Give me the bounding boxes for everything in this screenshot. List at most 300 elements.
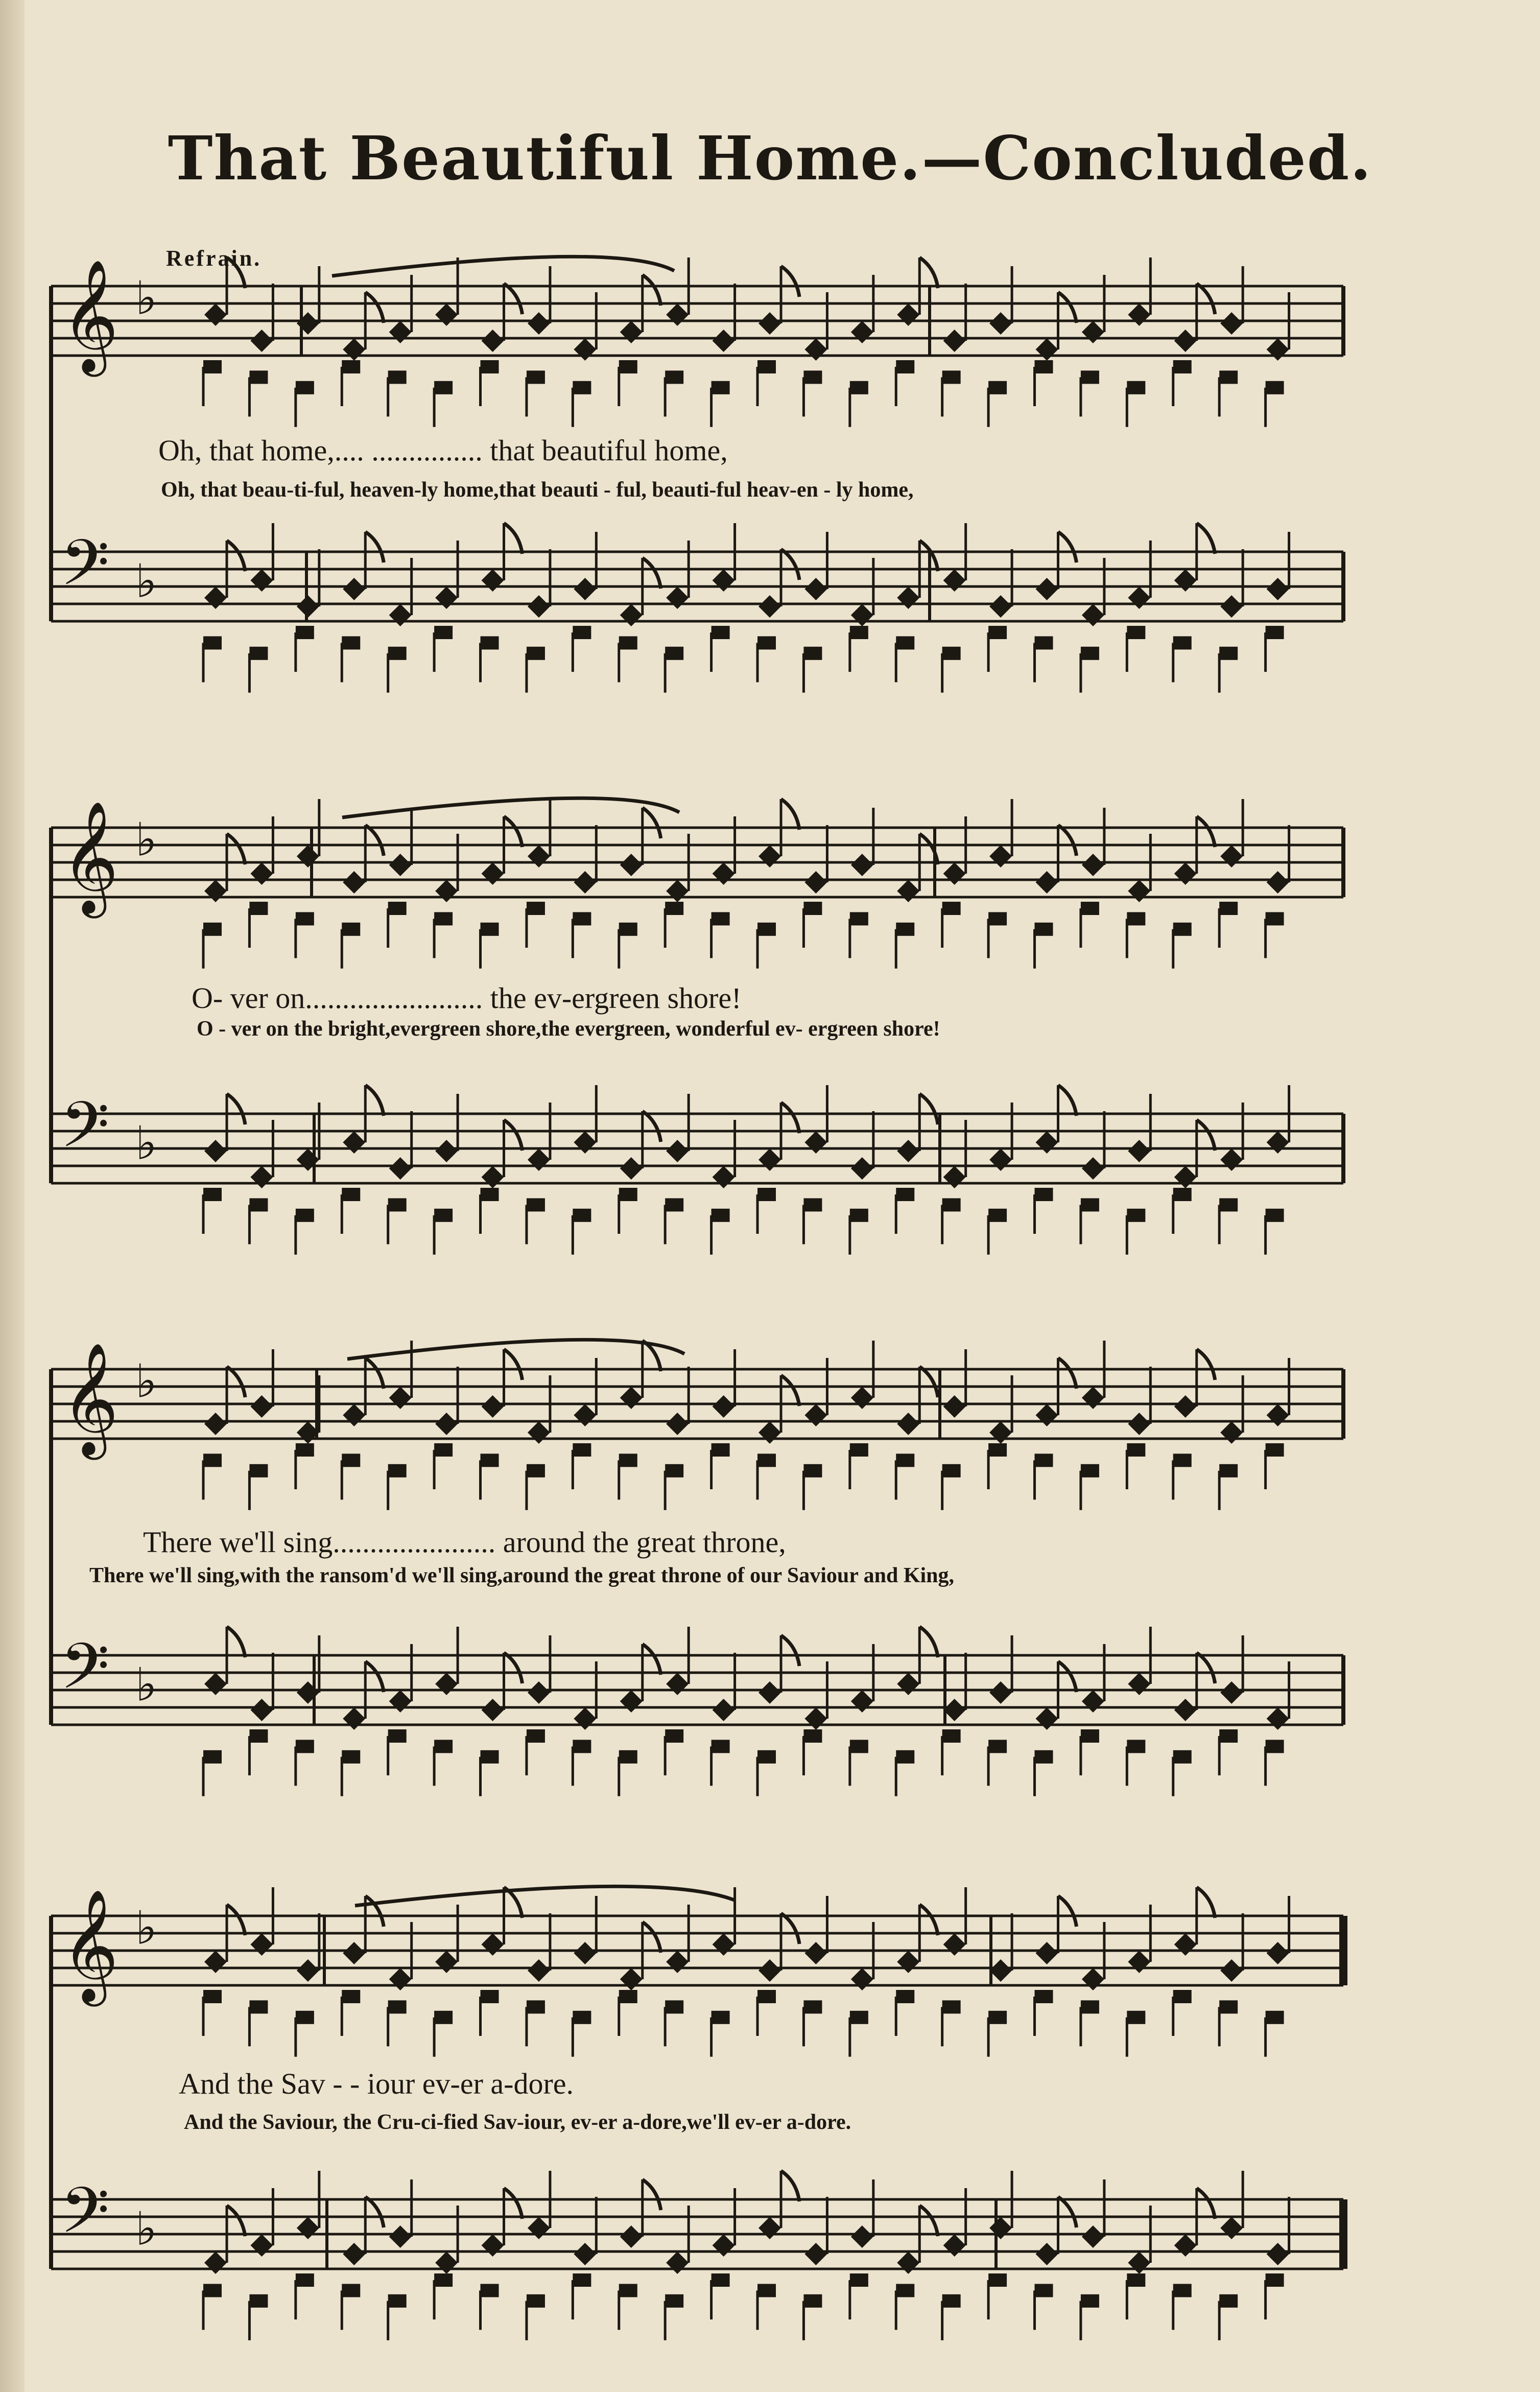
shape-note (528, 1681, 550, 1704)
shape-note (1174, 1699, 1197, 1721)
lower-shape-note (481, 923, 499, 936)
lower-shape-note (296, 1443, 314, 1457)
lower-shape-note (988, 912, 1007, 925)
treble-clef: 𝄞 (61, 259, 119, 372)
note-flag (365, 1896, 384, 1927)
shape-note (897, 1140, 919, 1162)
lower-shape-note (1219, 1729, 1238, 1743)
shape-note (804, 1942, 827, 1964)
lower-shape-note (203, 1188, 222, 1201)
lower-shape-note (896, 1990, 914, 2003)
shape-note (989, 845, 1012, 867)
note-flag (365, 2197, 384, 2227)
shape-note (343, 2243, 365, 2265)
shape-note (435, 2252, 458, 2274)
note-flag (1058, 532, 1077, 562)
lower-shape-note (481, 636, 499, 649)
note-flag (365, 825, 384, 856)
shape-note (528, 1148, 550, 1171)
lower-shape-note (388, 902, 407, 915)
note-flag (643, 558, 661, 589)
shape-note (528, 2217, 550, 2239)
shape-note (204, 1673, 227, 1695)
flat-key-signature: ♭ (135, 554, 157, 608)
shape-note (1174, 569, 1197, 592)
shape-note (204, 1951, 227, 1973)
note-flag (1058, 1358, 1077, 1389)
lower-shape-note (712, 1740, 730, 1753)
lower-shape-note (757, 1453, 776, 1467)
lower-shape-note (481, 1750, 499, 1764)
shape-note (204, 1140, 227, 1162)
lower-shape-note (434, 381, 453, 394)
lower-shape-note (757, 1750, 776, 1764)
shape-note (297, 2217, 319, 2239)
lower-shape-note (665, 1464, 683, 1478)
bass-clef: 𝄢 (60, 1088, 110, 1178)
shape-note (666, 303, 689, 326)
shape-note (989, 312, 1012, 335)
shape-note (297, 1959, 319, 1982)
shape-note (204, 587, 227, 609)
lower-shape-note (850, 626, 868, 639)
shape-note (250, 330, 273, 352)
shape-note (1036, 338, 1058, 361)
shape-note (343, 1707, 365, 1730)
lower-shape-note (342, 923, 360, 936)
tie-arc (332, 256, 674, 276)
shape-note (343, 578, 365, 600)
shape-note (804, 578, 827, 600)
lower-shape-note (1266, 1443, 1284, 1457)
lower-shape-note (896, 360, 914, 373)
shape-note (1267, 1707, 1289, 1730)
lower-shape-note (1081, 370, 1099, 384)
lower-shape-note (942, 2294, 961, 2308)
shape-note (574, 1707, 596, 1730)
flat-key-signature: ♭ (135, 813, 157, 867)
shape-note (250, 2234, 273, 2257)
lower-shape-note (803, 2000, 822, 2013)
lower-shape-note (249, 1464, 268, 1478)
shape-note (1174, 1933, 1197, 1956)
lyric-main-3: There we'll sing...................... around the great throne, (143, 1526, 786, 1559)
lower-shape-note (296, 2273, 314, 2287)
shape-note (1220, 312, 1243, 335)
shape-note (713, 1699, 735, 1721)
shape-note (666, 1413, 689, 1435)
shape-note (620, 1157, 643, 1180)
lower-shape-note (1173, 1188, 1192, 1201)
note-flag (365, 1085, 384, 1116)
shape-note (1036, 1942, 1058, 1964)
note-flag (1197, 284, 1215, 314)
lower-shape-note (296, 2011, 314, 2024)
shape-note (482, 1166, 504, 1188)
shape-note (897, 587, 919, 609)
note-flag (227, 541, 245, 571)
lower-shape-note (988, 2011, 1007, 2024)
lower-shape-note (296, 626, 314, 639)
lower-shape-note (757, 1188, 776, 1201)
note-flag (781, 799, 799, 830)
lower-shape-note (619, 1750, 637, 1764)
lower-shape-note (203, 2284, 222, 2297)
lower-shape-note (388, 1198, 407, 1211)
lower-shape-note (1081, 902, 1099, 915)
lyric-sub-2: O - ver on the bright,evergreen shore,the evergreen, wonderful ev- ergreen shore! (197, 1017, 940, 1041)
shape-note (851, 1690, 873, 1713)
flat-key-signature: ♭ (135, 1658, 157, 1712)
lower-shape-note (573, 626, 591, 639)
shape-note (1220, 1421, 1243, 1444)
shape-note (1128, 1140, 1150, 1162)
shape-note (1082, 854, 1104, 876)
shape-note (1174, 862, 1197, 885)
note-flag (643, 2179, 661, 2210)
lower-shape-note (712, 2011, 730, 2024)
lower-shape-note (988, 1740, 1007, 1753)
page-title: That Beautiful Home.—Concluded. (168, 123, 1372, 194)
shape-note (389, 1387, 412, 1409)
shape-note (989, 1421, 1012, 1444)
lower-shape-note (203, 923, 222, 936)
shape-note (666, 587, 689, 609)
shape-note (482, 2234, 504, 2257)
lower-shape-note (573, 1740, 591, 1753)
shape-note (713, 1933, 735, 1956)
bass-clef: 𝄢 (60, 526, 110, 616)
shape-note (389, 604, 412, 626)
lower-shape-note (1035, 2284, 1053, 2297)
note-flag (781, 266, 799, 297)
shape-note (851, 854, 873, 876)
note-flag (1058, 1896, 1077, 1927)
shape-note (1220, 1148, 1243, 1171)
shape-note (1220, 1959, 1243, 1982)
note-flag (919, 2206, 938, 2236)
shape-note (1267, 871, 1289, 894)
shape-note (759, 312, 781, 335)
tie-arc (342, 798, 679, 817)
lower-shape-note (942, 647, 961, 660)
lower-shape-note (803, 647, 822, 660)
shape-note (528, 1421, 550, 1444)
note-flag (1197, 2188, 1215, 2219)
note-flag (643, 1111, 661, 1142)
shape-note (574, 578, 596, 600)
shape-note (759, 1148, 781, 1171)
lyric-sub-4: And the Saviour, the Cru-ci-fied Sav-iour, ev-er a-dore,we'll ev-er a-dore. (184, 2110, 851, 2134)
note-flag (643, 1644, 661, 1675)
lower-shape-note (619, 360, 637, 373)
shape-note (989, 1681, 1012, 1704)
shape-note (759, 2217, 781, 2239)
lower-shape-note (527, 647, 545, 660)
shape-note (1174, 2234, 1197, 2257)
shape-note (804, 1131, 827, 1154)
lower-shape-note (1127, 912, 1145, 925)
lower-shape-note (896, 1188, 914, 1201)
shape-note (897, 303, 919, 326)
note-flag (919, 1627, 938, 1657)
flat-key-signature: ♭ (135, 1354, 157, 1409)
shape-note (482, 569, 504, 592)
shape-note (1036, 2243, 1058, 2265)
shape-note (574, 338, 596, 361)
lower-shape-note (1266, 626, 1284, 639)
lower-shape-note (342, 1750, 360, 1764)
shape-note (1267, 1131, 1289, 1154)
lower-shape-note (1035, 360, 1053, 373)
shape-note (1128, 2252, 1150, 2274)
shape-note (297, 1681, 319, 1704)
lower-shape-note (757, 2284, 776, 2297)
lower-shape-note (665, 2294, 683, 2308)
note-flag (504, 816, 523, 847)
lower-shape-note (850, 912, 868, 925)
lyric-sub-1: Oh, that beau-ti-ful, heaven-ly home,that beauti - ful, beauti-ful heav-en - ly home, (161, 478, 914, 502)
lower-shape-note (619, 2284, 637, 2297)
lower-shape-note (665, 370, 683, 384)
lyric-main-2: O- ver on........................ the ev-ergreen shore! (192, 981, 742, 1015)
shape-note (1036, 871, 1058, 894)
lower-shape-note (1219, 370, 1238, 384)
shape-note (804, 871, 827, 894)
lower-shape-note (1127, 1740, 1145, 1753)
lower-shape-note (203, 1990, 222, 2003)
shape-note (1220, 845, 1243, 867)
note-flag (1197, 1349, 1215, 1380)
lower-shape-note (712, 912, 730, 925)
lower-shape-note (434, 2011, 453, 2024)
lower-shape-note (573, 2011, 591, 2024)
shape-note (1174, 330, 1197, 352)
lower-shape-note (1035, 1188, 1053, 1201)
lower-shape-note (481, 1990, 499, 2003)
note-flag (365, 532, 384, 562)
shape-note (1082, 604, 1104, 626)
lower-shape-note (850, 2011, 868, 2024)
shape-note (1128, 1413, 1150, 1435)
shape-note (620, 1690, 643, 1713)
lower-shape-note (712, 2273, 730, 2287)
shape-note (1036, 578, 1058, 600)
shape-note (897, 880, 919, 902)
shape-note (1128, 1673, 1150, 1695)
shape-note (666, 1673, 689, 1695)
lower-shape-note (481, 360, 499, 373)
shape-note (804, 2243, 827, 2265)
treble-clef: 𝄞 (61, 1342, 119, 1455)
lower-shape-note (573, 2273, 591, 2287)
lower-shape-note (803, 2294, 822, 2308)
shape-note (620, 1968, 643, 1990)
lower-shape-note (1035, 1990, 1053, 2003)
shape-note (1267, 338, 1289, 361)
shape-note (943, 1933, 966, 1956)
note-flag (1197, 816, 1215, 847)
lower-shape-note (1127, 2273, 1145, 2287)
lower-shape-note (434, 1443, 453, 1457)
lower-shape-note (942, 2000, 961, 2013)
lower-shape-note (527, 1729, 545, 1743)
shape-note (1082, 2225, 1104, 2248)
lower-shape-note (803, 1729, 822, 1743)
refrain-label: Refrain. (166, 246, 262, 271)
lower-shape-note (573, 1209, 591, 1222)
lower-shape-note (619, 1188, 637, 1201)
shape-note (1220, 1681, 1243, 1704)
lower-shape-note (481, 1453, 499, 1467)
shape-note (204, 2252, 227, 2274)
lower-shape-note (388, 370, 407, 384)
shape-note (943, 330, 966, 352)
shape-note (435, 1413, 458, 1435)
shape-note (943, 862, 966, 885)
lower-shape-note (203, 360, 222, 373)
shape-note (851, 321, 873, 343)
note-flag (781, 1913, 799, 1944)
lower-shape-note (1035, 636, 1053, 649)
lower-shape-note (803, 902, 822, 915)
note-flag (365, 1358, 384, 1389)
bass-clef: 𝄢 (60, 1630, 110, 1719)
shape-note (1128, 880, 1150, 902)
lower-shape-note (757, 360, 776, 373)
shape-note (204, 303, 227, 326)
shape-note (389, 1690, 412, 1713)
note-flag (1058, 825, 1077, 856)
lower-shape-note (434, 2273, 453, 2287)
shape-note (1082, 1387, 1104, 1409)
lower-shape-note (665, 1198, 683, 1211)
lower-shape-note (388, 2294, 407, 2308)
lower-shape-note (527, 902, 545, 915)
lower-shape-note (1266, 1209, 1284, 1222)
lower-shape-note (803, 1464, 822, 1478)
lower-shape-note (1081, 1198, 1099, 1211)
lower-shape-note (850, 2273, 868, 2287)
shape-note (343, 1404, 365, 1426)
lower-shape-note (388, 1729, 407, 1743)
lower-shape-note (1081, 2000, 1099, 2013)
lower-shape-note (249, 2294, 268, 2308)
lower-shape-note (342, 2284, 360, 2297)
shape-note (1036, 1404, 1058, 1426)
shape-note (804, 1707, 827, 1730)
lower-shape-note (1219, 1198, 1238, 1211)
shape-note (851, 1387, 873, 1409)
note-flag (504, 284, 523, 314)
shape-note (713, 862, 735, 885)
lower-shape-note (342, 1990, 360, 2003)
shape-note (1267, 2243, 1289, 2265)
lower-shape-note (388, 1464, 407, 1478)
lower-shape-note (296, 381, 314, 394)
lower-shape-note (757, 1990, 776, 2003)
shape-note (620, 854, 643, 876)
lower-shape-note (388, 2000, 407, 2013)
shape-note (1267, 1404, 1289, 1426)
shape-note (851, 1157, 873, 1180)
lower-shape-note (896, 923, 914, 936)
shape-note (250, 1699, 273, 1721)
note-flag (781, 1375, 799, 1406)
shape-note (620, 2225, 643, 2248)
lower-shape-note (434, 1209, 453, 1222)
shape-note (343, 338, 365, 361)
lower-shape-note (1219, 647, 1238, 660)
shape-note (897, 1413, 919, 1435)
shape-note (482, 1699, 504, 1721)
shape-note (759, 595, 781, 618)
shape-note (389, 1157, 412, 1180)
shape-note (1174, 1166, 1197, 1188)
lower-shape-note (619, 923, 637, 936)
shape-note (250, 862, 273, 885)
shape-note (389, 1968, 412, 1990)
note-flag (1197, 523, 1215, 554)
shape-note (851, 1968, 873, 1990)
lower-shape-note (1127, 1209, 1145, 1222)
lower-shape-note (573, 912, 591, 925)
lower-shape-note (203, 1750, 222, 1764)
note-flag (504, 1120, 523, 1151)
shape-note (1267, 578, 1289, 600)
lower-shape-note (1173, 636, 1192, 649)
lower-shape-note (527, 1464, 545, 1478)
lower-shape-note (1173, 1990, 1192, 2003)
tie-arc (355, 1886, 736, 1906)
lower-shape-note (988, 1443, 1007, 1457)
lower-shape-note (619, 1453, 637, 1467)
note-flag (227, 1627, 245, 1657)
shape-note (759, 1959, 781, 1982)
shape-note (482, 862, 504, 885)
shape-note (1267, 1942, 1289, 1964)
shape-note (943, 1166, 966, 1188)
lyric-main-4: And the Sav - - iour ev-er a-dore. (179, 2067, 574, 2100)
lower-shape-note (527, 370, 545, 384)
shape-note (989, 1148, 1012, 1171)
shape-note (250, 1933, 273, 1956)
lower-shape-note (1127, 1443, 1145, 1457)
lower-shape-note (942, 1464, 961, 1478)
note-flag (919, 1367, 938, 1397)
note-flag (1058, 1085, 1077, 1116)
lower-shape-note (527, 1198, 545, 1211)
note-flag (504, 523, 523, 554)
lower-shape-note (434, 912, 453, 925)
shape-note (989, 2217, 1012, 2239)
lower-shape-note (896, 1750, 914, 1764)
shape-note (666, 2252, 689, 2274)
shape-note (297, 595, 319, 618)
shape-note (250, 569, 273, 592)
lower-shape-note (203, 1453, 222, 1467)
shape-note (989, 1959, 1012, 1982)
note-flag (919, 1094, 938, 1124)
shape-note (713, 1166, 735, 1188)
lower-shape-note (712, 381, 730, 394)
note-flag (227, 1094, 245, 1124)
note-flag (919, 257, 938, 288)
lower-shape-note (1266, 912, 1284, 925)
lower-shape-note (249, 2000, 268, 2013)
lower-shape-note (249, 1729, 268, 1743)
shape-note (897, 1951, 919, 1973)
